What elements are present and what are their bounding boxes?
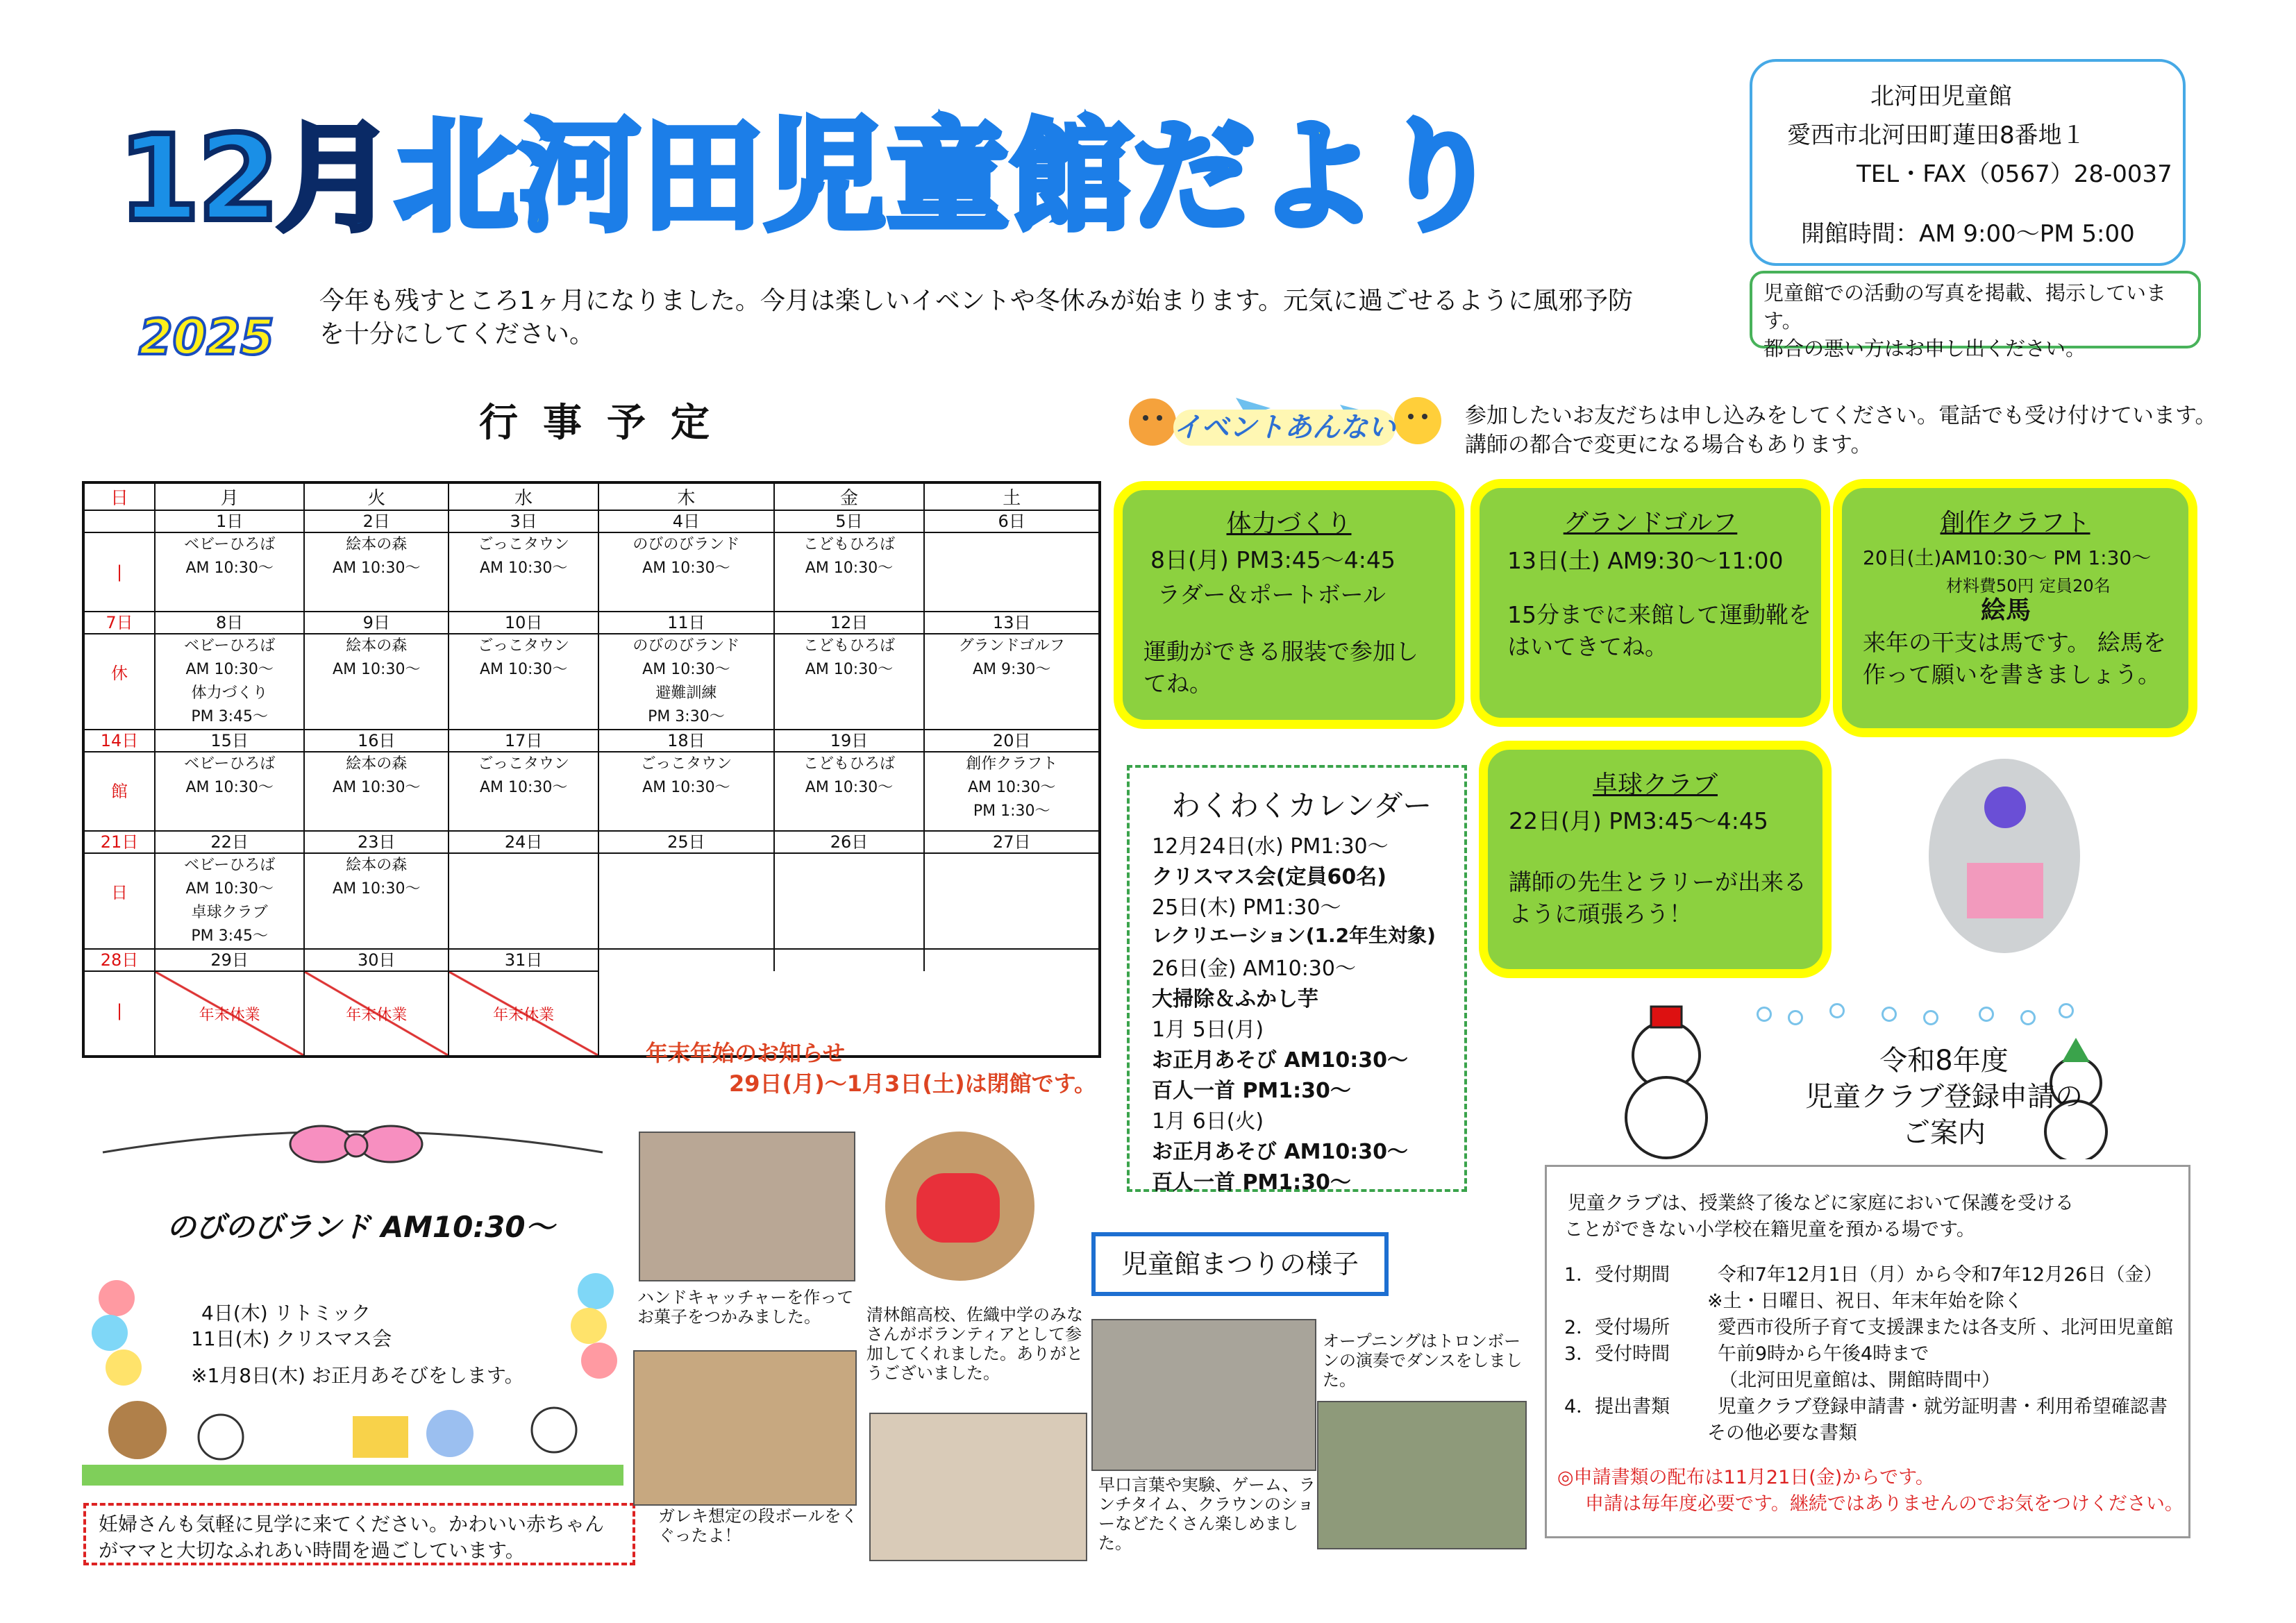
day-number: 8日 — [155, 612, 304, 634]
calendar-date-row — [83, 510, 1100, 532]
bear-icon — [1394, 397, 1441, 444]
day-number: 5日 — [774, 510, 925, 532]
registration-item: 3．受付時間 午前9時から午後4時まで — [1564, 1343, 1929, 1365]
day-number: 11日 — [598, 612, 773, 634]
festival-photo-heart — [885, 1132, 1034, 1281]
balloon-icon — [92, 1315, 128, 1351]
calendar-date-row — [83, 730, 1100, 752]
event-guide-badge: イベントあんない — [1173, 410, 1396, 446]
card-craft — [1833, 479, 2197, 737]
event-entry: AM 10:30～ — [479, 779, 568, 796]
year-label: 2025 — [139, 309, 274, 366]
event-entry: PM 3:30～ — [648, 708, 725, 725]
event-cell — [304, 752, 449, 831]
wakuwaku-line: レクリエーション(1.2年生対象) — [1152, 924, 1436, 947]
empty-cell — [924, 949, 1100, 971]
holiday-cell — [449, 971, 598, 1057]
weekday-sun: 日 — [83, 482, 155, 510]
festival-photo-hall — [869, 1413, 1087, 1561]
event-entry: AM 10:30～ — [185, 779, 274, 796]
rabbit-icon — [532, 1408, 576, 1452]
holiday-label: 年末休業 — [199, 1007, 260, 1024]
festival-photo-catcher — [639, 1132, 855, 1281]
day-number: 16日 — [304, 730, 449, 752]
intro-text: 今年も残すところ1ヶ月になりました。今月は楽しいイベントや冬休みが始まります。元気に過ごせるように風邪予防を十分にしてください。 — [319, 287, 1634, 348]
event-entry: AM 10:30～ — [642, 779, 730, 796]
nobinobi-title: のびのびランド AM10:30～ — [167, 1210, 555, 1244]
card-pingpong-time: 22日(月) PM3:45～4:45 — [1509, 807, 1768, 834]
notice-body: 29日(月)～1月3日(土)は閉館です。 — [729, 1070, 1097, 1097]
holiday-label: 年末休業 — [493, 1007, 555, 1024]
event-entry: 絵本の森 — [346, 637, 408, 655]
event-entry: ごっこタウン — [478, 637, 569, 655]
opening-hours: 開館時間：AM 9:00～PM 5:00 — [1801, 220, 2135, 248]
registration-info-box — [1545, 1165, 2190, 1538]
newsletter-title: 北河田児童館だより — [396, 107, 1502, 248]
heart-icon — [916, 1173, 1000, 1243]
event-instructions — [1465, 401, 2217, 460]
event-cell — [924, 634, 1100, 730]
balloon-icon — [581, 1343, 617, 1379]
registration-title-line2: 児童クラブ登録申請の — [1805, 1081, 2083, 1113]
facility-name: 北河田児童館 — [1870, 83, 2012, 110]
registration-note1: ◎申請書類の配布は11月21日(金)からです。 — [1557, 1467, 1934, 1488]
closed-day-marker: 日 — [83, 853, 155, 949]
event-cell — [155, 853, 304, 949]
card-tairyoku-activity: ラダー＆ポートボール — [1157, 581, 1386, 608]
event-cell — [598, 853, 773, 949]
event-cell — [924, 532, 1100, 612]
card-craft-time: 20日(土)AM10:30～ PM 1:30～ — [1863, 546, 2152, 569]
weekday-wed: 水 — [449, 482, 598, 510]
registration-note2: 申請は毎年度必要です。継続ではありませんのでお気をつけください。 — [1585, 1493, 2184, 1515]
event-entry: 卓球クラブ — [191, 904, 268, 921]
event-entry: ベビーひろば — [184, 755, 276, 773]
sunday-date: 21日 — [83, 831, 155, 853]
registration-item: その他必要な書類 — [1564, 1422, 1857, 1444]
event-entry: AM 10:30～ — [333, 779, 421, 796]
card-tairyoku-title: 体力づくり — [1226, 510, 1352, 538]
wakuwaku-line: 1月 5日(月) — [1152, 1018, 1264, 1042]
event-cell — [598, 634, 773, 730]
fan-decoration-icon — [1984, 787, 2026, 828]
day-number: 3日 — [449, 510, 598, 532]
day-number: 4日 — [598, 510, 773, 532]
sunday-date: 28日 — [83, 949, 155, 971]
event-cell — [774, 853, 925, 949]
event-cell — [924, 853, 1100, 949]
event-cell — [598, 532, 773, 612]
sunday-date — [83, 510, 155, 532]
day-number: 29日 — [155, 949, 304, 971]
weekday-thu: 木 — [598, 482, 773, 510]
calendar-date-row — [83, 612, 1100, 634]
day-number: 31日 — [449, 949, 598, 971]
wakuwaku-line: 百人一首 PM1:30～ — [1152, 1170, 1351, 1195]
day-number: 30日 — [304, 949, 449, 971]
photo-notice-line1: 児童館での活動の写真を掲載、掲示しています。 — [1763, 281, 2167, 333]
event-entry: のびのびランド — [632, 536, 740, 553]
event-cell — [155, 752, 304, 831]
balloon-icon — [571, 1308, 607, 1344]
wakuwaku-line: クリスマス会(定員60名) — [1152, 865, 1386, 889]
weekday-mon: 月 — [155, 482, 304, 510]
caption-volunteers: 清林館高校、佐織中学のみなさんがボランティアとして参加してくれました。ありがとうございました。 — [866, 1305, 1083, 1383]
year-end-notice — [646, 1038, 1096, 1099]
caption-cardboard: ガレキ想定の段ボールをくぐったよ！ — [658, 1506, 858, 1545]
registration-intro2: ことができない小学校在籍児童を預かる場です。 — [1564, 1219, 1975, 1241]
event-entry: 避難訓練 — [655, 684, 717, 702]
closed-day-marker: | — [83, 971, 155, 1057]
rabbit-icon — [199, 1415, 243, 1459]
holiday-cell — [155, 971, 304, 1057]
event-entry: 絵本の森 — [346, 536, 408, 553]
sunday-date: 7日 — [83, 612, 155, 634]
event-entry: 絵本の森 — [346, 755, 408, 773]
cat-icon — [1129, 398, 1176, 446]
card-tairyoku-time: 8日(月) PM3:45～4:45 — [1150, 546, 1396, 573]
event-entry: AM 10:30～ — [805, 661, 894, 678]
day-number: 2日 — [304, 510, 449, 532]
card-golf-time: 13日(土) AM9:30～11:00 — [1507, 547, 1784, 574]
day-number: 9日 — [304, 612, 449, 634]
weekday-sat: 土 — [924, 482, 1100, 510]
event-entry: AM 10:30～ — [185, 560, 274, 577]
closed-day-marker: 休 — [83, 634, 155, 730]
event-cell — [155, 634, 304, 730]
day-number: 27日 — [924, 831, 1100, 853]
festival-photo-show — [1091, 1319, 1316, 1471]
event-entry: AM 10:30～ — [185, 661, 274, 678]
registration-title — [1798, 1043, 2090, 1151]
day-number: 22日 — [155, 831, 304, 853]
wakuwaku-title: わくわくカレンダー — [1171, 789, 1432, 823]
card-golf-note: 15分までに来館して運動靴をはいてきてね。 — [1507, 601, 1811, 660]
event-entry: 体力づくり — [191, 684, 268, 702]
card-craft-note: 来年の干支は馬です。 絵馬を作って願いを書きましょう。 — [1863, 629, 2166, 688]
day-number: 19日 — [774, 730, 925, 752]
wakuwaku-line: 1月 6日(火) — [1152, 1109, 1264, 1134]
card-pingpong-note: 講師の先生とラリーが出来るように頑張ろう！ — [1509, 868, 1807, 927]
card-tairyoku — [1114, 481, 1464, 729]
event-entry: ベビーひろば — [184, 857, 276, 874]
event-cell — [449, 752, 598, 831]
calendar-date-row — [83, 831, 1100, 853]
snow-dot — [1757, 1007, 1772, 1022]
event-entry: AM 10:30～ — [333, 880, 421, 898]
weekday-tue: 火 — [304, 482, 449, 510]
nobinobi-line3: ※1月8日(木) お正月あそびをします。 — [191, 1364, 524, 1387]
event-entry: PM 3:45～ — [191, 708, 268, 725]
card-craft-title: 創作クラフト — [1940, 509, 2090, 537]
event-entry: AM 9:30～ — [972, 661, 1051, 678]
balloon-icon — [578, 1273, 614, 1309]
mouse-icon — [426, 1410, 474, 1457]
event-entry: ごっこタウン — [478, 755, 569, 773]
snow-dot — [1882, 1007, 1897, 1022]
event-entry: AM 10:30～ — [185, 880, 274, 898]
schedule-title: 行事予定 — [479, 401, 735, 446]
festival-photo-opening — [1317, 1401, 1527, 1549]
event-cell — [304, 853, 449, 949]
card-craft-fee: 材料費50円 定員20名 — [1946, 576, 2111, 596]
calendar-date-row — [83, 949, 1100, 971]
nobinobi-line2: 11日(木) クリスマス会 — [191, 1327, 392, 1350]
calendar-event-row — [83, 752, 1100, 831]
card-golf — [1470, 479, 1830, 727]
event-entry: PM 1:30～ — [973, 802, 1050, 820]
event-entry: AM 10:30～ — [642, 661, 730, 678]
event-entry: ごっこタウン — [640, 755, 732, 773]
event-entry: AM 10:30～ — [967, 779, 1056, 796]
event-entry: AM 10:30～ — [479, 560, 568, 577]
day-number: 13日 — [924, 612, 1100, 634]
snow-dot — [2020, 1010, 2036, 1025]
snowman-icon — [1626, 1007, 1707, 1158]
day-number: 12日 — [774, 612, 925, 634]
holiday-cell — [304, 971, 449, 1057]
pregnant-welcome-notice: 妊婦さんも気軽に見学に来てください。かわいい赤ちゃんがママと大切なふれあい時間を過ごしています。 — [83, 1503, 635, 1565]
wakuwaku-calendar — [1127, 765, 1467, 1195]
wakuwaku-line: 大掃除＆ふかし芋 — [1152, 987, 1318, 1011]
registration-item: ※土・日曜日、祝日、年末年始を除く — [1564, 1290, 2023, 1312]
caption-show: 早口言葉や実験、ゲーム、ランチタイム、クラウンのショーなどたくさん楽しめました。 — [1098, 1475, 1316, 1553]
registration-item: 4．提出書類 児童クラブ登録申請書・就労証明書・利用希望確認書 — [1564, 1396, 2168, 1418]
registration-item: 2．受付場所 愛西市役所子育て支援課または各支所 、北河田児童館 — [1564, 1317, 2174, 1338]
event-note-line2: 講師の都合で変更になる場合もあります。 — [1465, 432, 1872, 457]
facility-phone: TEL・FAX（0567）28-0037 — [1857, 160, 2172, 188]
calendar-table — [82, 481, 1101, 1058]
registration-item: 1．受付期間 令和7年12月1日（月）から令和7年12月26日（金） — [1564, 1264, 2163, 1286]
event-cell — [155, 532, 304, 612]
wakuwaku-line: 百人一首 PM1:30～ — [1152, 1079, 1351, 1103]
snow-dot — [1979, 1007, 1994, 1022]
day-number: 15日 — [155, 730, 304, 752]
nobinobi-line1: 4日(木) リトミック — [201, 1302, 371, 1325]
holiday-label: 年末休業 — [346, 1007, 408, 1024]
balloon-icon — [99, 1280, 135, 1316]
snow-dot — [1829, 1003, 1845, 1018]
event-cell — [774, 634, 925, 730]
event-entry: のびのびランド — [632, 637, 740, 655]
card-golf-title: グランドゴルフ — [1563, 509, 1738, 537]
event-entry: ごっこタウン — [478, 536, 569, 553]
bear-icon — [108, 1401, 167, 1459]
ema-plaque-icon — [1967, 863, 2043, 918]
registration-title-line3: ご案内 — [1902, 1117, 1986, 1149]
registration-title-line1: 令和8年度 — [1879, 1045, 2009, 1077]
address-box — [1750, 59, 2186, 266]
event-entry: AM 10:30～ — [642, 560, 730, 577]
snow-dot — [1788, 1010, 1803, 1025]
closed-day-marker: | — [83, 532, 155, 612]
event-entry: PM 3:45～ — [191, 927, 268, 945]
wakuwaku-line: 12月24日(水) PM1:30～ — [1152, 834, 1389, 859]
event-entry: AM 10:30～ — [333, 661, 421, 678]
facility-address: 愛西市北河田町蓮田8番地１ — [1787, 121, 2086, 149]
balloon-icon — [106, 1349, 142, 1386]
snow-dot — [1923, 1010, 1938, 1025]
event-cell — [598, 752, 773, 831]
notice-title: 年末年始のお知らせ — [646, 1040, 846, 1066]
grass-strip — [82, 1465, 623, 1486]
card-pingpong-title: 卓球クラブ — [1592, 771, 1718, 799]
registration-item: （北河田児童館は、開館時間中） — [1564, 1370, 2001, 1391]
calendar-event-row — [83, 532, 1100, 612]
closed-day-marker: 館 — [83, 752, 155, 831]
photo-policy-notice — [1750, 271, 2201, 360]
event-entry: AM 10:30～ — [333, 560, 421, 577]
event-cell — [449, 634, 598, 730]
event-cell — [304, 532, 449, 612]
weekday-fri: 金 — [774, 482, 925, 510]
event-entry: グランドゴルフ — [958, 637, 1065, 655]
event-cell — [304, 634, 449, 730]
day-number: 6日 — [924, 510, 1100, 532]
event-entry: 創作クラフト — [966, 755, 1058, 773]
calendar-event-row — [83, 634, 1100, 730]
festival-title: 児童館まつりの様子 — [1091, 1232, 1389, 1296]
event-cell — [774, 532, 925, 612]
empty-cell — [598, 949, 773, 971]
event-cell — [774, 752, 925, 831]
ema-photo — [1929, 759, 2080, 953]
card-craft-theme: 絵馬 — [1981, 596, 2031, 625]
event-cell — [924, 752, 1100, 831]
day-number: 25日 — [598, 831, 773, 853]
empty-cell — [774, 949, 925, 971]
festival-photo-cardboard — [633, 1350, 857, 1506]
wakuwaku-line: 26日(金) AM10:30～ — [1152, 957, 1356, 981]
caption-catcher: ハンドキャッチャーを作ってお菓子をつかみました。 — [637, 1288, 854, 1327]
snow-dot — [2059, 1003, 2074, 1018]
wakuwaku-line: 25日(木) PM1:30～ — [1152, 895, 1341, 920]
event-entry: AM 10:30～ — [479, 661, 568, 678]
caption-opening: オープニングはトロンボーンの演奏でダンスをしました。 — [1323, 1331, 1523, 1390]
event-note-line1: 参加したいお友だちは申し込みをしてください。電話でも受け付けています。 — [1465, 403, 2217, 428]
event-entry: ベビーひろば — [184, 637, 276, 655]
event-entry: こどもひろば — [803, 536, 895, 553]
calendar-event-row — [83, 853, 1100, 949]
day-number: 17日 — [449, 730, 598, 752]
wakuwaku-line: お正月あそび AM10:30～ — [1152, 1140, 1409, 1164]
weekday-header-row — [83, 482, 1100, 510]
event-entry: こどもひろば — [803, 637, 895, 655]
day-number: 20日 — [924, 730, 1100, 752]
card-tairyoku-note: 運動ができる服装で参加してね。 — [1143, 638, 1418, 697]
month-title: 12月 — [118, 110, 392, 248]
event-entry: こどもひろば — [803, 755, 895, 773]
day-number: 1日 — [155, 510, 304, 532]
day-number: 26日 — [774, 831, 925, 853]
event-cell — [449, 532, 598, 612]
day-number: 10日 — [449, 612, 598, 634]
event-entry: AM 10:30～ — [805, 779, 894, 796]
event-cell — [449, 853, 598, 949]
event-entry: 絵本の森 — [346, 857, 408, 874]
photo-notice-line2: 都合の悪い方はお申し出ください。 — [1763, 337, 2086, 360]
wakuwaku-line: お正月あそび AM10:30～ — [1152, 1048, 1409, 1073]
event-entry: ベビーひろば — [184, 536, 276, 553]
event-entry: AM 10:30～ — [805, 560, 894, 577]
day-number: 23日 — [304, 831, 449, 853]
sunday-date: 14日 — [83, 730, 155, 752]
registration-intro1: 児童クラブは、授業終了後などに家庭において保護を受ける — [1568, 1193, 2074, 1214]
card-pingpong — [1479, 741, 1832, 978]
day-number: 24日 — [449, 831, 598, 853]
day-number: 18日 — [598, 730, 773, 752]
stump-icon — [353, 1416, 408, 1458]
